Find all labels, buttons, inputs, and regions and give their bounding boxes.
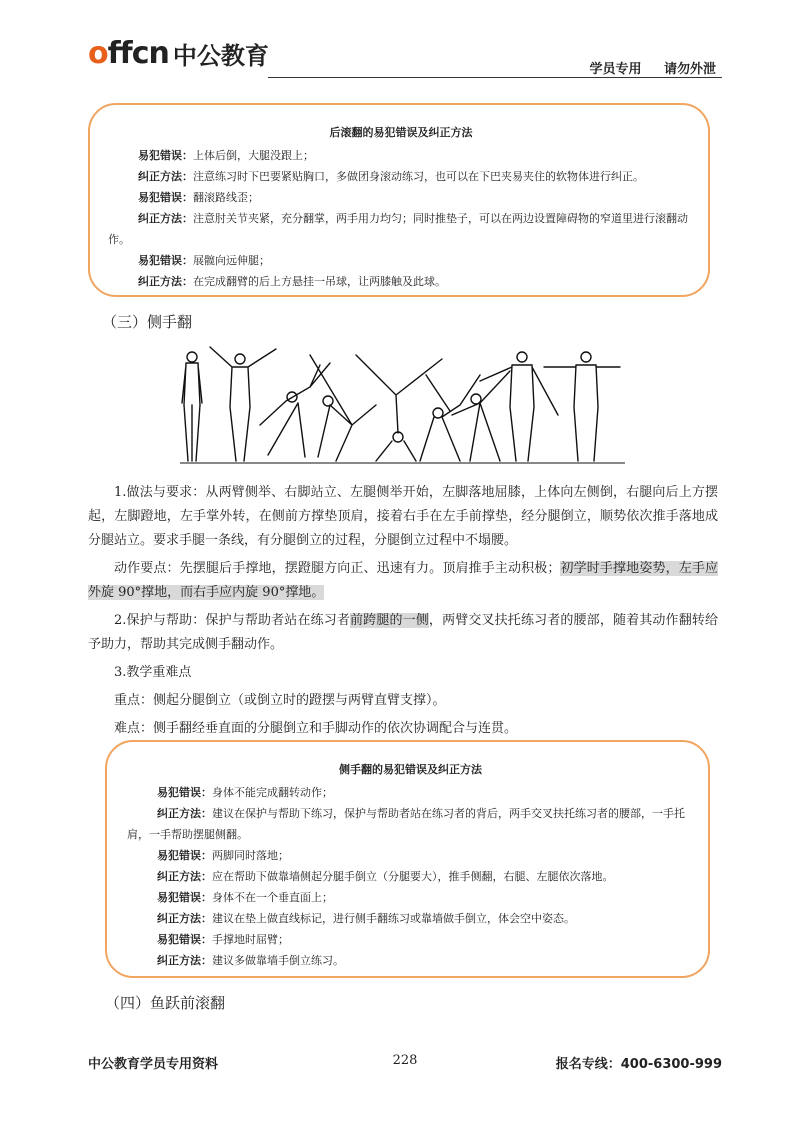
- figure-handstand: [356, 355, 442, 461]
- figure-arms-raised: [210, 347, 276, 461]
- paragraph: 3.教学重难点: [114, 665, 192, 680]
- highlighted-text: 初学时手撑地姿势，左手应外旋 90°撑地，而右手应内旋 90°撑地。: [88, 561, 718, 600]
- backward-roll-errors-box: [88, 103, 710, 297]
- header-tag-students-only: 学员专用: [589, 62, 642, 77]
- list-item: 易犯错误：两脚同时落地；: [157, 849, 289, 862]
- list-item: 纠正方法：建议多做靠墙手倒立练习。: [157, 954, 344, 967]
- footer-left: 中公教育学员专用资料: [88, 1057, 219, 1072]
- box-title: 侧手翻的易犯错误及纠正方法: [339, 763, 482, 776]
- figure-stand-arms-out: [480, 352, 558, 461]
- figure-recover: [452, 371, 510, 461]
- page-number: 228: [392, 1053, 418, 1068]
- paragraph: 动作要点：先摆腿后手撑地，摆蹬腿方向正、迅速有力。顶肩推手主动积极；初学时手撑地姿势，左手应外旋 90°撑地，而右手应内旋 90°撑地。: [88, 561, 718, 600]
- header-tags: [571, 58, 716, 77]
- highlighted-text: 前跨腿的一侧: [350, 613, 429, 628]
- section-heading-dive-roll: （四）鱼跃前滚翻: [105, 994, 226, 1012]
- page-header: [88, 28, 722, 80]
- figure-standing: [182, 352, 202, 461]
- list-item: 易犯错误：翻滚路线歪；: [138, 191, 259, 204]
- list-item: 纠正方法：在完成翻臂的后上方悬挂一吊球，让两膝触及此球。: [138, 275, 446, 288]
- list-item: 易犯错误：上体后倒，大腿没跟上；: [138, 149, 314, 162]
- cartwheel-sequence-illustration: [180, 345, 625, 470]
- page-footer: [88, 1053, 722, 1073]
- list-item: 易犯错误：展髋向远伸腿；: [138, 254, 270, 267]
- box-title: 后滚翻的易犯错误及纠正方法: [329, 126, 473, 139]
- list-item: 纠正方法：注意练习时下巴要紧贴胸口，多做团身滚动练习，也可以在下巴夹易夹住的软物体进行纠正。: [138, 170, 644, 183]
- paragraph: 难点：侧手翻经垂直面的分腿倒立和手脚动作的依次协调配合与连贯。: [114, 721, 518, 736]
- figure-hand-down: [310, 355, 376, 461]
- figure-landing: [420, 375, 480, 461]
- paragraph: 2.保护与帮助：保护与帮助者站在练习者前跨腿的一侧，两臂交叉扶托练习者的腰部，随着其动作翻转给予助力，帮助其完成侧手翻动作。: [88, 613, 718, 652]
- figure-final: [544, 352, 620, 461]
- header-tag-do-not-leak: 请勿外泄: [663, 62, 716, 77]
- footer-hotline: 报名专线：400-6300-999: [555, 1057, 722, 1072]
- list-item: 纠正方法：应在帮助下做靠墙侧起分腿手倒立（分腿要大），推手侧翻，右腿、左腿依次落地。: [157, 870, 614, 883]
- list-item: 纠正方法：建议在保护与帮助下练习，保护与帮助者站在练习者的背后，两手交叉扶托练习者的腰部，一手托肩，一手帮助摆腿侧翻。: [127, 807, 685, 841]
- offcn-logo: offcn 中公教育: [88, 36, 269, 71]
- figure-leaning: [260, 363, 330, 457]
- paragraph: 重点：侧起分腿倒立（或倒立时的蹬摆与两臂直臂支撑）。: [114, 693, 446, 708]
- paragraph: 1.做法与要求：从两臂侧举、右脚站立、左腿侧举开始，左脚落地屈膝，上体向左侧倒，右腿向后上方摆起，左脚蹬地，左手掌外转，在侧前方撑垫顶肩，接着右手在左手前撑垫，经分腿倒立，顺势依次推手落地成分腿站立。要求手腿一条线，有分腿倒立的过程，分腿倒立过程中不塌腰。: [88, 485, 718, 548]
- list-item: 纠正方法：注意肘关节夹紧，充分翻掌，两手用力均匀；同时推垫子，可以在两边设置障碍物的窄道里进行滚翻动作。: [108, 212, 688, 246]
- list-item: 易犯错误：身体不在一个垂直面上；: [157, 891, 333, 904]
- section-heading-cartwheel: （三）侧手翻: [102, 313, 193, 331]
- cartwheel-body-text: [88, 481, 718, 741]
- cartwheel-errors-box: [105, 740, 710, 978]
- list-item: 纠正方法：建议在垫上做直线标记，进行侧手翻练习或靠墙做手倒立，体会空中姿态。: [157, 912, 575, 925]
- list-item: 易犯错误：身体不能完成翻转动作；: [157, 786, 333, 799]
- list-item: 易犯错误：手撑地时屈臂；: [157, 933, 289, 946]
- logo-chinese-text: 中公教育: [172, 42, 269, 70]
- header-rule: [268, 77, 722, 78]
